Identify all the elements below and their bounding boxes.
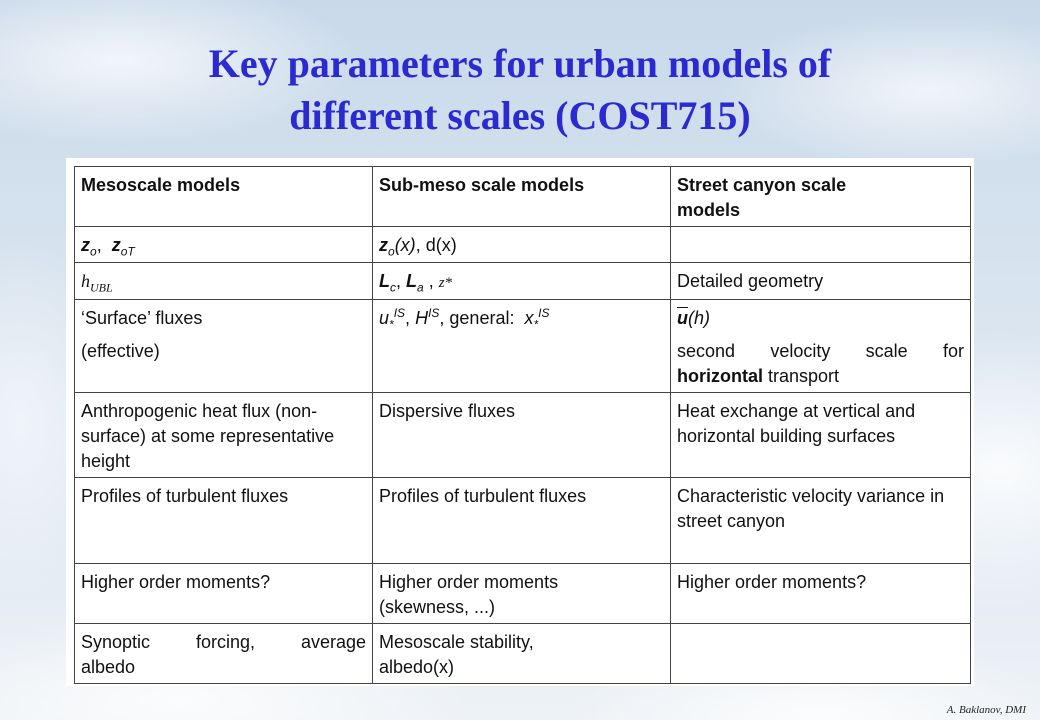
table-row [75,227,971,263]
cell-line: Synoptic forcing, average [81,632,366,652]
symbol-u-star: u [379,308,390,328]
table-row [75,393,971,478]
table-row [75,624,971,684]
cell-meso-surface-fluxes [75,300,373,393]
symbol-h: h [81,271,90,291]
symbol-zt: z [111,235,121,255]
symbol-zt-sub: oT [120,244,135,259]
parameters-table [74,166,971,684]
cell-meso-height [75,263,373,300]
cell-street-moments: Higher order moments? [671,564,971,624]
title-line-1: Key parameters for urban models of [208,41,832,86]
header-street-line-1: Street canyon scale [677,175,847,195]
header-street-canyon [671,167,971,227]
slide-title [0,38,1040,142]
cell-meso-profiles: Profiles of turbulent fluxes [75,478,373,564]
symbol-rest: , d(x) [415,235,457,255]
separator: , [396,271,407,291]
symbol-lc: L [379,271,390,291]
symbol-x-sup: IS [538,306,550,320]
symbol-u-sub: * [389,317,394,332]
separator: , [96,235,102,255]
cell-meso-roughness [75,227,373,263]
author-credit: A. Baklanov, DMI [946,704,1026,716]
symbol-la-sub: a [417,280,424,295]
symbol-z: z [379,235,388,255]
symbol-H: H [415,308,429,328]
cell-line: ‘Surface’ fluxes [81,308,203,328]
cell-submeso-dispersive: Dispersive fluxes [373,393,671,478]
symbol-la: L [406,271,418,291]
header-mesoscale: Mesoscale models [75,167,373,227]
symbol-lc-sub: c [390,280,396,295]
symbol-h-sub: UBL [90,280,113,295]
cell-street-heat-exchange: Heat exchange at vertical and horizontal building surfaces [671,393,971,478]
separator: , [423,271,439,291]
symbol-z-sub: o [388,244,395,259]
cell-street-variance: Characteristic velocity variance in street canyon [671,478,971,564]
cell-submeso-stability [373,624,671,684]
table-row [75,263,971,300]
table-row [75,564,971,624]
symbol-arg: (x) [394,235,416,255]
cell-line: albedo [81,657,136,677]
table-row [75,300,971,393]
table-row [75,478,971,564]
symbol-u-bar: $\overline{u}$ [677,308,688,328]
cell-street-empty [671,227,971,263]
cell-line: second velocity scale for [677,341,964,361]
cell-line: Higher order moments [379,572,559,592]
cell-meso-anthropogenic: Anthropogenic heat flux (non-surface) at some representative height [75,393,373,478]
symbol-u-arg: (h) [688,308,710,328]
symbol-z-sub: o [90,244,97,259]
cell-street-velocity [671,300,971,393]
title-line-2: different scales (COST715) [289,93,751,138]
separator: , [405,308,411,328]
symbol-x-sub: * [533,317,539,332]
header-sub-meso: Sub-meso scale models [373,167,671,227]
cell-submeso-length-scales [373,263,671,300]
cell-street-empty [671,624,971,684]
cell-line: (skewness, ...) [379,597,496,617]
cell-line: transport [763,366,840,386]
cell-meso-moments: Higher order moments? [75,564,373,624]
table-header-row [75,167,971,227]
cell-meso-synoptic [75,624,373,684]
cell-street-geometry: Detailed geometry [671,263,971,300]
cell-submeso-moments [373,564,671,624]
cell-line: (effective) [81,341,160,361]
bold-word: horizontal [677,366,763,386]
symbol-z: z [81,235,90,255]
header-street-line-2: models [677,200,741,220]
cell-line: albedo(x) [379,657,455,677]
symbol-x: x [524,308,534,328]
symbol-z-star: z* [438,275,453,291]
cell-submeso-fluxes [373,300,671,393]
symbol-u-sup: IS [393,306,406,320]
symbol-H-sup: IS [428,306,440,320]
cell-line: Mesoscale stability, [379,632,534,652]
cell-submeso-profiles: Profiles of turbulent fluxes [373,478,671,564]
general-label: , general: [439,308,515,328]
cell-submeso-roughness [373,227,671,263]
